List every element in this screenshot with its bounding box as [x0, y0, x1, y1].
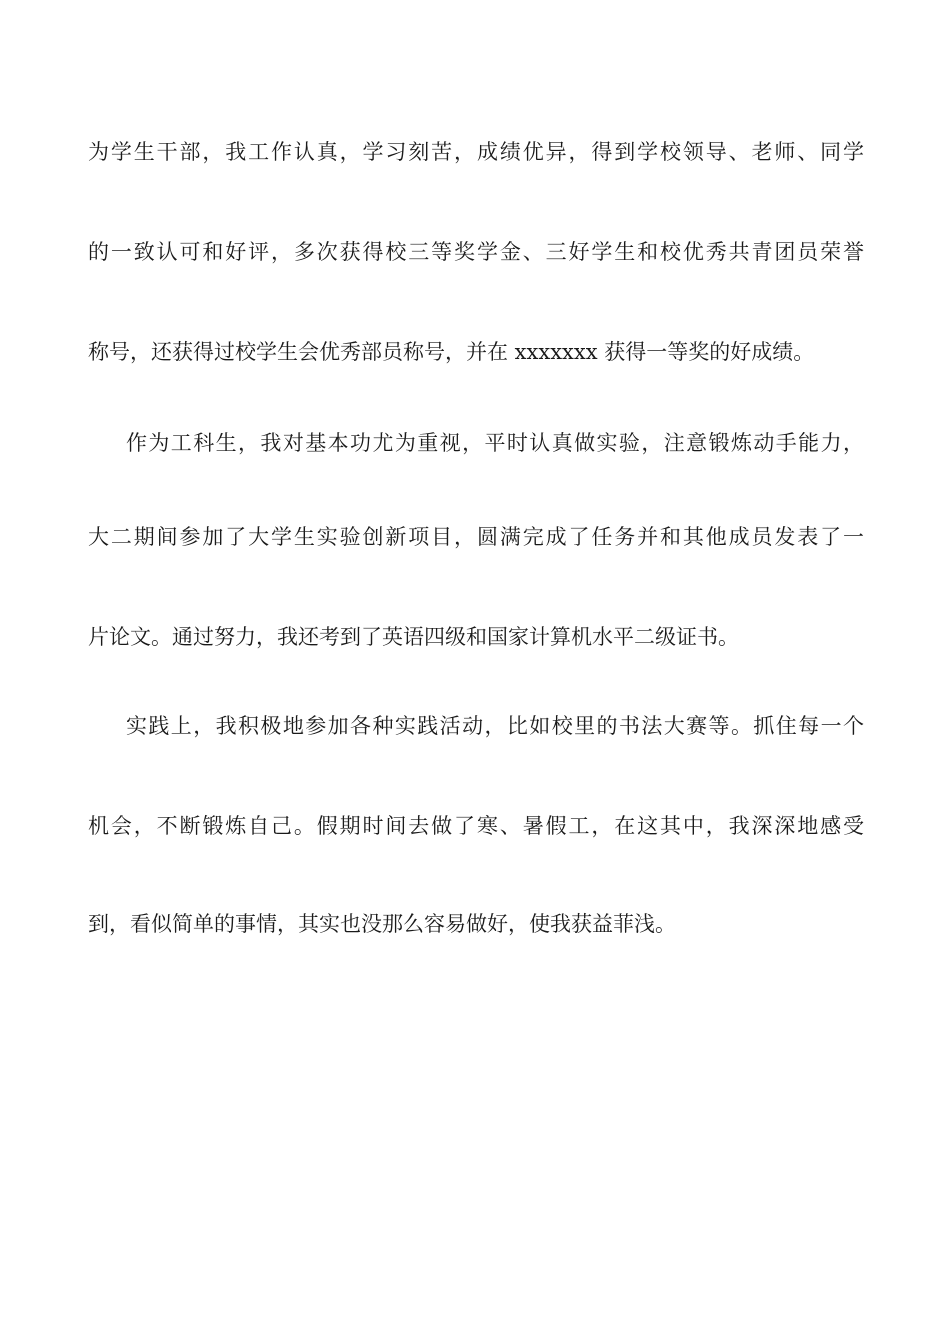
paragraph-line: 大二期间参加了大学生实验创新项目，圆满完成了任务并和其他成员发表了一 [88, 525, 864, 549]
paragraph-line: 实践上，我积极地参加各种实践活动，比如校里的书法大赛等。抓住每一个 [126, 714, 864, 738]
paragraph-line: 作为工科生，我对基本功尤为重视，平时认真做实验，注意锻炼动手能力， [126, 431, 864, 455]
paragraph-line: 到，看似简单的事情，其实也没那么容易做好，使我获益菲浅。 [88, 912, 676, 936]
paragraph-line: 称号，还获得过校学生会优秀部员称号，并在 xxxxxxx 获得一等奖的好成绩。 [88, 340, 815, 364]
paragraph-line: 为学生干部，我工作认真，学习刻苦，成绩优异，得到学校领导、老师、同学 [88, 140, 864, 164]
paragraph-line: 机会，不断锻炼自己。假期时间去做了寒、暑假工，在这其中，我深深地感受 [88, 814, 864, 838]
paragraph-line: 片论文。通过努力，我还考到了英语四级和国家计算机水平二级证书。 [88, 625, 739, 649]
paragraph-line: 的一致认可和好评，多次获得校三等奖学金、三好学生和校优秀共青团员荣誉 [88, 240, 864, 264]
